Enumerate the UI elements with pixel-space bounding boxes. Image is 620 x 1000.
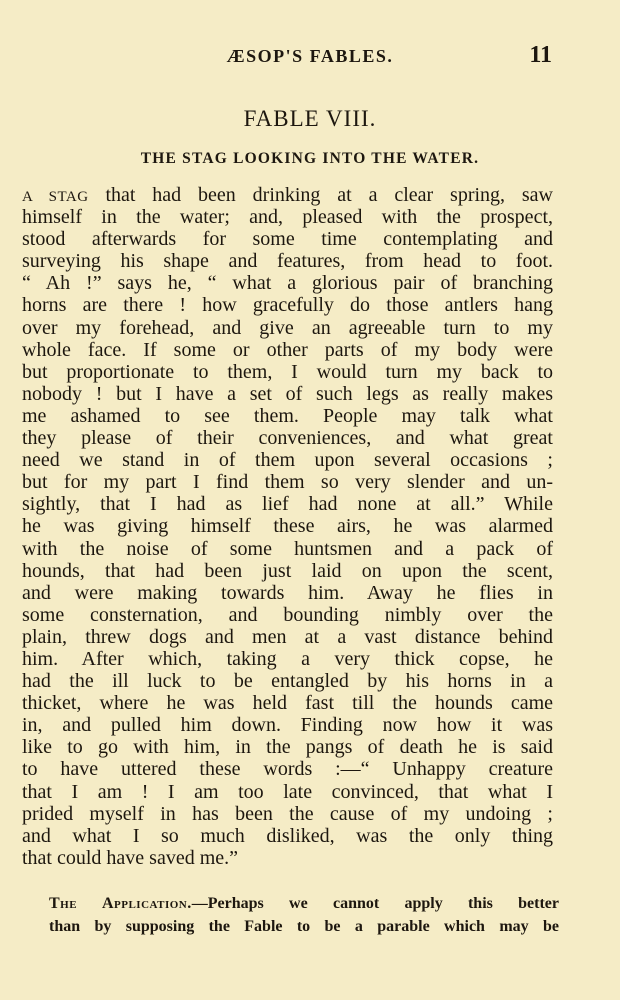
body-line: “ Ah !” says he, “ what a glorious pair of branching <box>22 272 553 295</box>
body-line: and were making towards him. Away he flies in <box>22 581 553 604</box>
body-line: plain, threw dogs and men at a vast distance behind <box>22 625 553 648</box>
body-line: had the ill luck to be entangled by his horns in a <box>22 670 553 693</box>
body-line: thicket, where he was held fast till the hounds came <box>22 692 553 715</box>
body-line: sightly, that I had as lief had none at all.” While <box>22 493 553 516</box>
body-line: prided myself in has been the cause of my undoing ; <box>22 802 553 825</box>
page-number: 11 <box>529 42 552 68</box>
fable-number: FABLE VIII. <box>243 106 377 131</box>
running-head <box>0 44 620 72</box>
fable-body <box>22 184 553 869</box>
body-line: him. After which, taking a very thick copse, he <box>22 647 553 670</box>
body-line: horns are there ! how gracefully do those antlers hang <box>22 294 553 317</box>
body-line: and what I so much disliked, was the only thing <box>22 824 553 847</box>
application-line: than by supposing the Fable to be a parable which may be <box>49 917 559 935</box>
body-line-last: that could have saved me.” <box>22 846 239 869</box>
body-line: nobody ! but I have a set of such legs as really makes <box>22 382 553 405</box>
fable-title: THE STAG LOOKING INTO THE WATER. <box>140 150 480 167</box>
body-line: me ashamed to see them. People may talk what <box>22 404 553 427</box>
body-line: like to go with him, in the pangs of death he is said <box>22 736 553 759</box>
application-line <box>49 893 559 916</box>
running-title: ÆSOP'S FABLES. <box>226 46 394 66</box>
body-line: over my forehead, and give an agreeable turn to my <box>22 316 553 339</box>
application-heading: The Application. <box>49 895 192 912</box>
application-paragraph <box>49 893 559 938</box>
body-line: stood afterwards for some time contemplating and <box>22 228 553 251</box>
body-line <box>22 184 553 206</box>
body-line: with the noise of some huntsmen and a pack of <box>22 537 553 560</box>
body-line: but for my part I find them so very slender and un- <box>22 471 553 494</box>
body-line: but proportionate to them, I would turn my back to <box>22 360 553 383</box>
body-line: to have uttered these words :—“ Unhappy creature <box>22 758 553 781</box>
body-line-text: that had been drinking at a clear spring, saw <box>88 184 553 206</box>
body-line: whole face. If some or other parts of my body were <box>22 338 553 361</box>
body-line: hounds, that had been just laid on upon the scent, <box>22 559 553 582</box>
body-line: they please of their conveniences, and what great <box>22 427 553 450</box>
body-line: need we stand in of them upon several occasions ; <box>22 449 553 472</box>
application-text: —Perhaps we cannot apply this better <box>191 895 560 912</box>
body-line: some consternation, and bounding nimbly over the <box>22 603 553 626</box>
body-line: in, and pulled him down. Finding now how it was <box>22 714 553 737</box>
body-line: himself in the water; and, pleased with the prospect, <box>22 206 553 229</box>
opening-words: A STAG <box>22 189 89 205</box>
body-line: surveying his shape and features, from head to foot. <box>22 250 553 273</box>
body-line: he was giving himself these airs, he was alarmed <box>22 515 553 538</box>
body-line: that I am ! I am too late convinced, that what I <box>22 780 553 803</box>
